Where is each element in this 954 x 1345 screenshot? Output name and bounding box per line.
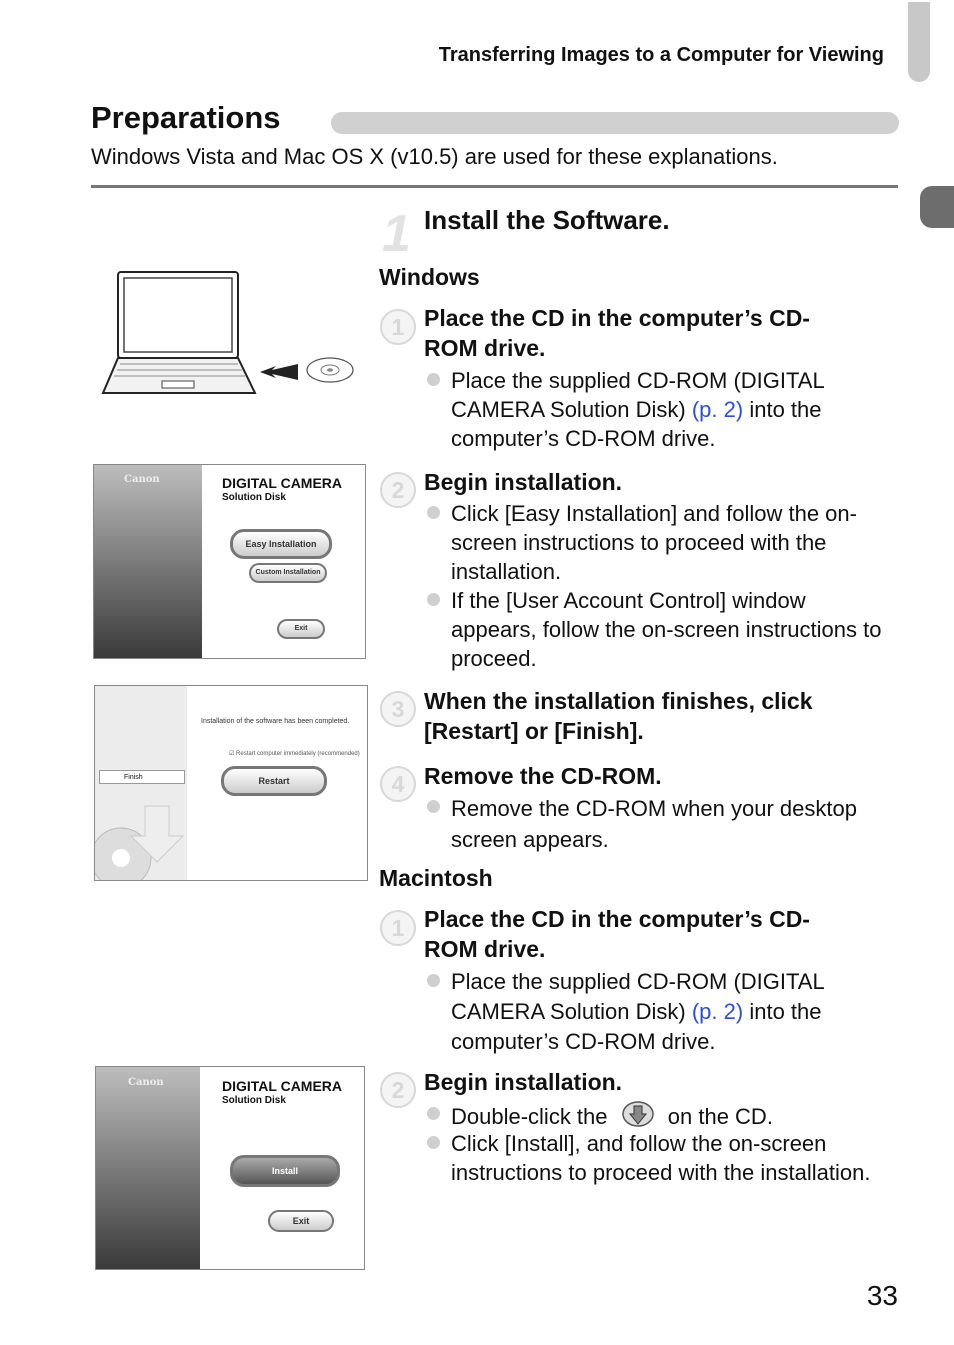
- text: into the computer’s CD-ROM drive.: [451, 999, 822, 1054]
- install-button[interactable]: Install: [230, 1155, 340, 1187]
- substep-number: 4: [380, 766, 416, 802]
- windows-heading: Windows: [379, 264, 480, 290]
- mac-heading: Macintosh: [379, 865, 493, 891]
- title-line: [Restart] or [Finish].: [424, 718, 644, 744]
- bullet-icon: [427, 373, 440, 386]
- substep-title: Remove the CD-ROM.: [424, 763, 662, 789]
- bullet-text: Click [Install], and follow the on-screen instructions to proceed with the installation.: [451, 1131, 871, 1185]
- bullet-icon: [427, 593, 440, 606]
- bullet-icon: [427, 506, 440, 519]
- laptop-illustration: [100, 268, 360, 403]
- substep-title: Begin installation.: [424, 1069, 623, 1095]
- product-subtitle: Solution Disk: [222, 492, 286, 503]
- finish-screenshot: [94, 685, 368, 881]
- product-subtitle: Solution Disk: [222, 1095, 286, 1106]
- title-line: ROM drive.: [424, 936, 546, 962]
- text: into the computer’s CD-ROM drive.: [451, 397, 822, 451]
- restart-button[interactable]: Restart: [221, 766, 327, 796]
- substep-title: [424, 686, 894, 746]
- text: on the CD.: [667, 1104, 773, 1129]
- substep-number: 1: [380, 910, 416, 946]
- bullet-text: [451, 967, 896, 1057]
- bullet-text: Remove the CD-ROM when your desktop screen appears.: [451, 796, 857, 852]
- bullet-icon: [427, 1107, 440, 1120]
- brand-logo: Canon: [124, 474, 160, 485]
- text: Place the supplied CD-ROM (DIGITAL CAMERA Solution Disk): [451, 969, 824, 1024]
- page-number: 33: [866, 1280, 898, 1311]
- brand-logo: Canon: [128, 1077, 164, 1088]
- bullet-icon: [427, 800, 440, 813]
- custom-installation-button[interactable]: Custom Installation: [249, 563, 327, 583]
- title-line: Place the CD in the computer’s CD-: [424, 305, 810, 331]
- exit-button[interactable]: Exit: [268, 1210, 334, 1232]
- section-bar: [331, 112, 899, 134]
- checkbox-label: Restart computer immediately (recommended): [236, 751, 360, 757]
- running-header: Transferring Images to a Computer for Viewing: [438, 44, 884, 66]
- cd-arrow-graphic: [95, 786, 187, 880]
- substep-title: [424, 303, 894, 363]
- bullet-text: [451, 366, 896, 453]
- finish-step: Finish: [99, 770, 185, 784]
- substep-number: 2: [380, 1072, 416, 1108]
- bullet-text: Click [Easy Installation] and follow the on-screen instructions to proceed with the installation.: [451, 501, 857, 584]
- completion-message: Installation of the software has been completed.: [201, 718, 350, 725]
- bullet-icon: [427, 1136, 440, 1149]
- section-title: Preparations: [91, 100, 281, 135]
- mac-installer-screenshot: [95, 1066, 365, 1270]
- step-number: 1: [382, 205, 411, 263]
- substep-title: Begin installation.: [424, 469, 623, 495]
- easy-installation-button[interactable]: Easy Installation: [230, 529, 332, 559]
- page-link[interactable]: (p. 2): [691, 397, 744, 422]
- chapter-tab: [920, 186, 954, 228]
- substep-number: 2: [380, 472, 416, 508]
- side-tab: [908, 2, 930, 82]
- restart-checkbox[interactable]: ☑ Restart computer immediately (recommended): [229, 751, 360, 757]
- exit-button[interactable]: Exit: [277, 619, 325, 639]
- bullet-text: [451, 1100, 896, 1132]
- divider: [91, 185, 898, 188]
- bullet-text: If the [User Account Control] window appears, follow the on-screen instructions to proceed.: [451, 588, 882, 671]
- text: Double-click the: [451, 1104, 608, 1129]
- title-line: When the installation finishes, click: [424, 688, 813, 714]
- installer-screenshot: [93, 464, 366, 659]
- title-line: Place the CD in the computer’s CD-: [424, 906, 810, 932]
- substep-title: [424, 904, 894, 964]
- page-link[interactable]: (p. 2): [691, 999, 744, 1024]
- bullet-icon: [427, 974, 440, 987]
- substep-number: 1: [380, 309, 416, 345]
- substep-number: 3: [380, 691, 416, 727]
- section-intro: Windows Vista and Mac OS X (v10.5) are used for these explanations.: [91, 144, 778, 169]
- title-line: ROM drive.: [424, 335, 546, 361]
- installer-icon: [620, 1100, 656, 1132]
- photo-panel: [94, 465, 202, 658]
- step-title: Install the Software.: [424, 205, 670, 235]
- photo-panel: [96, 1067, 200, 1269]
- text: Place the supplied CD-ROM (DIGITAL CAMERA Solution Disk): [451, 368, 824, 422]
- product-title: DIGITAL CAMERA: [222, 475, 343, 491]
- product-title: DIGITAL CAMERA: [222, 1078, 343, 1094]
